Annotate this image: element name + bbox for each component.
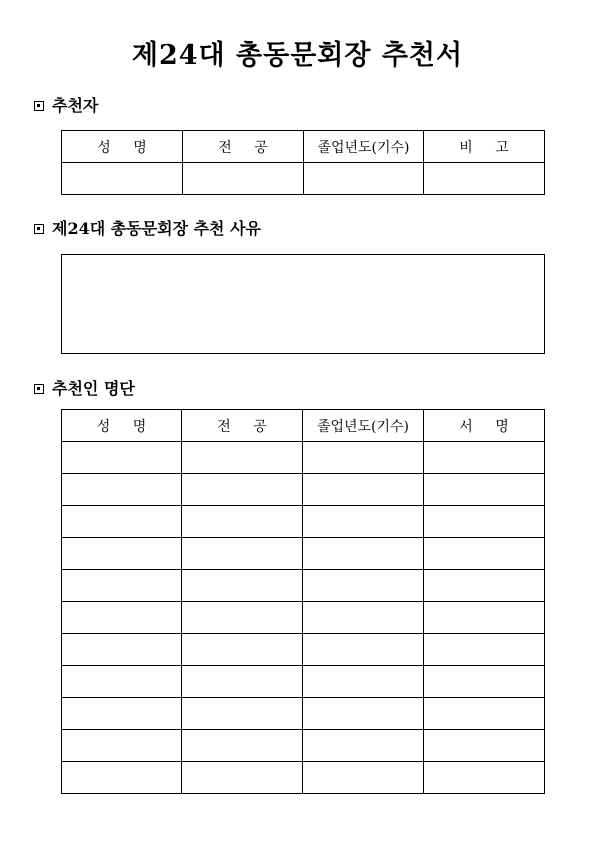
major-cell[interactable]	[182, 634, 303, 666]
table-row	[62, 506, 545, 538]
graduation-year-cell[interactable]	[303, 570, 424, 602]
graduation-year-cell[interactable]	[303, 538, 424, 570]
recommender-table	[61, 130, 545, 195]
table-row	[62, 538, 545, 570]
section-heading-label: 추천인 명단	[52, 379, 135, 398]
column-header-major: 전 공	[182, 410, 303, 442]
name-cell[interactable]	[62, 538, 182, 570]
column-header-name: 성 명	[62, 131, 183, 163]
section-heading-label: 제24대 총동문회장 추천 사유	[52, 219, 261, 238]
square-bullet-icon	[34, 101, 44, 111]
section-heading-label: 추천자	[52, 96, 99, 115]
signature-cell[interactable]	[424, 730, 545, 762]
major-cell[interactable]	[182, 730, 303, 762]
signers-table	[61, 409, 545, 794]
table-row	[62, 666, 545, 698]
name-cell[interactable]	[62, 634, 182, 666]
square-bullet-icon	[34, 384, 44, 394]
graduation-year-cell[interactable]	[303, 762, 424, 794]
graduation-year-cell[interactable]	[304, 163, 424, 195]
table-row	[62, 602, 545, 634]
signature-cell[interactable]	[424, 698, 545, 730]
major-cell[interactable]	[182, 698, 303, 730]
reason-text-box[interactable]	[61, 254, 545, 354]
table-row	[62, 442, 545, 474]
table-header-row	[62, 131, 545, 163]
major-cell[interactable]	[182, 538, 303, 570]
name-cell[interactable]	[62, 762, 182, 794]
graduation-year-cell[interactable]	[303, 442, 424, 474]
signature-cell[interactable]	[424, 602, 545, 634]
major-cell[interactable]	[182, 474, 303, 506]
name-cell[interactable]	[62, 506, 182, 538]
section-heading-recommender	[34, 96, 98, 116]
signature-cell[interactable]	[424, 634, 545, 666]
major-cell[interactable]	[182, 570, 303, 602]
signature-cell[interactable]	[424, 538, 545, 570]
name-cell[interactable]	[62, 666, 182, 698]
graduation-year-cell[interactable]	[303, 474, 424, 506]
table-row	[62, 474, 545, 506]
major-cell[interactable]	[182, 506, 303, 538]
section-heading-signers	[34, 379, 135, 399]
column-header-remarks: 비 고	[424, 131, 545, 163]
name-cell[interactable]	[62, 163, 183, 195]
graduation-year-cell[interactable]	[303, 730, 424, 762]
graduation-year-cell[interactable]	[303, 506, 424, 538]
major-cell[interactable]	[182, 602, 303, 634]
name-cell[interactable]	[62, 698, 182, 730]
signature-cell[interactable]	[424, 506, 545, 538]
signature-cell[interactable]	[424, 570, 545, 602]
column-header-graduation-year: 졸업년도(기수)	[304, 131, 424, 163]
signature-cell[interactable]	[424, 474, 545, 506]
column-header-major: 전 공	[183, 131, 304, 163]
name-cell[interactable]	[62, 730, 182, 762]
name-cell[interactable]	[62, 474, 182, 506]
signature-cell[interactable]	[424, 666, 545, 698]
name-cell[interactable]	[62, 442, 182, 474]
graduation-year-cell[interactable]	[303, 666, 424, 698]
table-row	[62, 163, 545, 195]
table-row	[62, 730, 545, 762]
table-row	[62, 570, 545, 602]
section-heading-reason	[34, 219, 261, 239]
column-header-name: 성 명	[62, 410, 182, 442]
column-header-signature: 서 명	[424, 410, 545, 442]
graduation-year-cell[interactable]	[303, 698, 424, 730]
document-title: 제24대 총동문회장 추천서	[131, 40, 464, 71]
signature-cell[interactable]	[424, 762, 545, 794]
square-bullet-icon	[34, 224, 44, 234]
signature-cell[interactable]	[424, 442, 545, 474]
major-cell[interactable]	[183, 163, 304, 195]
table-row	[62, 698, 545, 730]
table-header-row	[62, 410, 545, 442]
remarks-cell[interactable]	[424, 163, 545, 195]
table-row	[62, 634, 545, 666]
name-cell[interactable]	[62, 570, 182, 602]
column-header-graduation-year: 졸업년도(기수)	[303, 410, 424, 442]
major-cell[interactable]	[182, 666, 303, 698]
table-row	[62, 762, 545, 794]
graduation-year-cell[interactable]	[303, 602, 424, 634]
major-cell[interactable]	[182, 762, 303, 794]
name-cell[interactable]	[62, 602, 182, 634]
graduation-year-cell[interactable]	[303, 634, 424, 666]
major-cell[interactable]	[182, 442, 303, 474]
